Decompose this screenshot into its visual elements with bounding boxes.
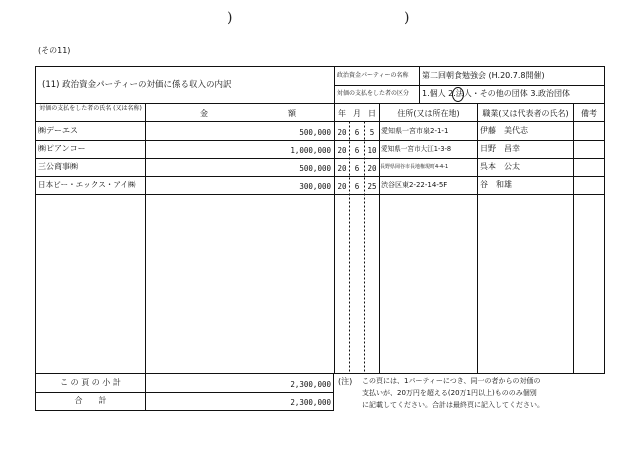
note-line-2: 支払いが、20万円を超える(20万1円以上)もののみ個別 [362,389,537,397]
row-3-amount: 500,000 [299,164,331,173]
row-4-year: 20 [337,182,347,191]
row-4-day: 25 [367,182,377,191]
row-2-address: 愛知県一宮市大江1-3-8 [381,145,452,153]
party-name-label: 政治資金パーティーの名称 [337,72,409,79]
row-1-day: 5 [369,128,375,137]
header-remarks: 備考 [581,109,597,118]
row-2-name: ㈱ピアンコー [38,144,86,153]
header-amount-2: 額 [288,109,296,118]
subtotal-label: こ の 頁 の 小 計 [60,378,121,387]
total-amount: 2,300,000 [290,398,331,407]
row-3-name: 三公商事㈱ [38,162,78,171]
payer-category-label: 対価の支払をした者の区分 [337,90,410,97]
header-address: 住所(又は所在地) [397,109,460,118]
row-3-address: 長野県岡谷市長地権現町4-4-1 [380,164,449,170]
row-1-address: 愛知県一宮市泉2-1-1 [381,127,449,135]
row-3-year: 20 [337,164,347,173]
party-name: 第二回朝食勉強会 (H.20.7.8開催) [422,71,545,80]
punch-hole-mark-right: ) [404,10,410,26]
header-month: 月 [353,109,361,118]
row-2-amount: 1,000,000 [290,146,331,155]
header-payer-name: 対価の支払をした者の氏名 (又は名称) [39,105,142,112]
section-title: (11) 政治資金パーティーの対価に係る収入の内訳 [42,80,232,90]
row-3-day: 20 [367,164,377,173]
page-label: (その11) [38,46,71,55]
row-2-occupation: 日野 昌幸 [480,144,520,153]
note-line-3: に記載してください。合計は最終頁に記入してください。 [362,401,544,409]
punch-hole-mark-left: ) [227,10,233,26]
header-year: 年 [338,109,346,118]
row-2-day: 10 [367,146,377,155]
note-line-1: この頁には、1パーティーにつき、同一の者からの対価の [362,377,541,385]
row-4-month: 6 [354,182,360,191]
row-2-month: 6 [354,146,360,155]
row-1-month: 6 [354,128,360,137]
row-1-amount: 500,000 [299,128,331,137]
header-occupation: 職業(又は代表者の氏名) [482,109,569,118]
header-amount-1: 金 [200,109,208,118]
row-3-occupation: 呉本 公太 [480,162,520,171]
row-1-occupation: 伊藤 美代志 [480,126,528,135]
row-4-occupation: 谷 和雄 [480,180,512,189]
row-2-year: 20 [337,146,347,155]
row-3-month: 6 [354,164,360,173]
header-day: 日 [368,109,376,118]
row-4-name: 日本ビー・エックス・アイ㈱ [38,180,136,189]
total-label: 合 計 [74,396,107,405]
row-1-year: 20 [337,128,347,137]
row-4-amount: 300,000 [299,182,331,191]
note-label: (注) [338,377,353,386]
payer-category: 1.個人 2.法人・その他の団体 3.政治団体 [422,89,570,98]
row-4-address: 渋谷区東2-22-14-5F [381,181,448,189]
row-1-name: ㈱デーエス [38,126,78,135]
subtotal-amount: 2,300,000 [290,380,331,389]
